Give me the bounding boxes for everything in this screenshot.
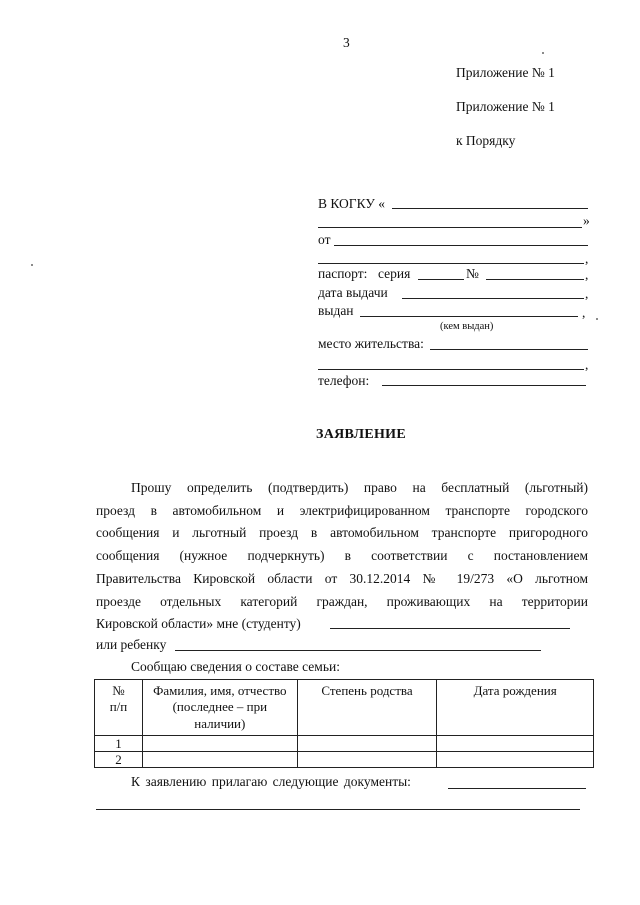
body-line-8: или ребенку xyxy=(96,637,167,652)
issued-by-hint: (кем выдан) xyxy=(440,321,494,332)
scan-speck xyxy=(31,264,33,266)
birth-date-cell[interactable] xyxy=(437,752,594,768)
body-line-1: Прошу определить (подтвердить) право на бесплатный (льготный) xyxy=(131,480,588,495)
family-intro: Сообщаю сведения о составе семьи: xyxy=(131,659,340,674)
body-line-7: Кировской области» мне (студенту) xyxy=(96,616,301,631)
student-name-field[interactable] xyxy=(330,628,570,629)
comma-mark: , xyxy=(585,267,589,282)
table-row xyxy=(95,752,594,768)
attachments-label: К заявлению прилагаю следующие документы: xyxy=(131,774,411,789)
table-row xyxy=(95,736,594,752)
body-line-3: сообщения и льготный проезд в автомобильном транспорте пригородного xyxy=(96,525,588,540)
body-line-4: сообщения (нужное подчеркнуть) в соответствии с постановлением xyxy=(96,548,588,563)
agency-name-field-2[interactable] xyxy=(318,227,582,228)
issue-date-field[interactable] xyxy=(402,298,584,299)
close-quote: » xyxy=(583,213,590,228)
row-number: 1 xyxy=(95,736,143,752)
body-line-6: проезде отдельных категорий граждан, проживающих на территории xyxy=(96,594,588,609)
page-number: 3 xyxy=(343,35,350,50)
header-birth-date: Дата рождения xyxy=(437,680,594,736)
header-number: № п/п xyxy=(95,680,143,736)
relation-cell[interactable] xyxy=(297,736,437,752)
attachments-field[interactable] xyxy=(448,788,586,789)
header-relation: Степень родства xyxy=(297,680,437,736)
issue-date-label: дата выдачи xyxy=(318,285,388,300)
comma-mark: , xyxy=(585,357,589,372)
name-cell[interactable] xyxy=(142,752,297,768)
residence-field[interactable] xyxy=(430,349,588,350)
document-title: ЗАЯВЛЕНИЕ xyxy=(316,427,407,442)
row-number: 2 xyxy=(95,752,143,768)
passport-number-field[interactable] xyxy=(486,279,584,280)
child-name-field[interactable] xyxy=(175,650,541,651)
phone-label: телефон: xyxy=(318,373,370,388)
comma-mark: , xyxy=(585,286,589,301)
annex-line-2: Приложение № 1 xyxy=(456,99,555,114)
relation-cell[interactable] xyxy=(297,752,437,768)
annex-line-1: Приложение № 1 xyxy=(456,65,555,80)
scan-speck xyxy=(542,52,544,54)
residence-label: место жительства: xyxy=(318,336,424,351)
to-label: В КОГКУ « xyxy=(318,196,386,211)
attachments-field-2[interactable] xyxy=(96,809,580,810)
table-header-row xyxy=(95,680,594,736)
phone-field[interactable] xyxy=(382,385,586,386)
from-label: от xyxy=(318,232,331,247)
passport-series-field[interactable] xyxy=(418,279,464,280)
birth-date-cell[interactable] xyxy=(437,736,594,752)
issued-by-label: выдан xyxy=(318,303,354,318)
number-label: № xyxy=(466,266,479,281)
body-line-5: Правительства Кировской области от 30.12.2014 № 19/273 «О льготном xyxy=(96,571,588,586)
name-cell[interactable] xyxy=(142,736,297,752)
comma-mark: , xyxy=(582,305,586,320)
residence-field-2[interactable] xyxy=(318,369,584,370)
agency-name-field[interactable] xyxy=(392,208,588,209)
issued-by-field[interactable] xyxy=(360,316,578,317)
scan-speck xyxy=(596,318,598,320)
header-full-name: Фамилия, имя, отчество (последнее – при наличии) xyxy=(142,680,297,736)
annex-line-3: к Порядку xyxy=(456,133,516,148)
passport-label: паспорт: xyxy=(318,266,368,281)
applicant-name-field-2[interactable] xyxy=(318,263,584,264)
family-table xyxy=(94,679,594,768)
applicant-name-field[interactable] xyxy=(334,245,588,246)
body-line-2: проезд в автомобильном и электрифицированном транспорте городского xyxy=(96,503,588,518)
comma-mark: , xyxy=(585,251,589,266)
series-label: серия xyxy=(378,266,411,281)
